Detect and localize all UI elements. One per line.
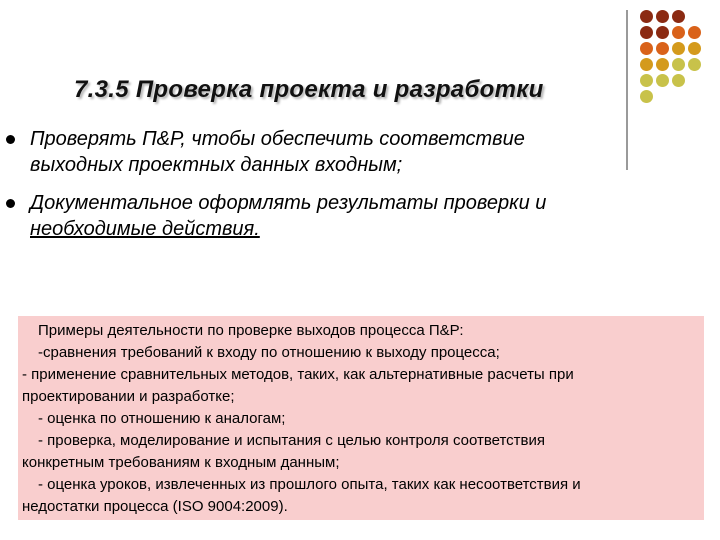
decorative-dot: [640, 58, 653, 71]
note-line: -сравнения требований к входу по отношению к выходу процесса;: [38, 344, 500, 361]
decorative-dot: [672, 42, 685, 55]
bullet-line: Документальное оформлять результаты проверки и: [30, 192, 547, 214]
bullet-line: Проверять П&Р, чтобы обеспечить соответствие: [30, 128, 525, 150]
note-line: недостатки процесса (ISO 9004:2009).: [22, 498, 288, 515]
decorative-dot: [656, 58, 669, 71]
note-line: конкретным требованиям к входным данным;: [22, 454, 340, 471]
bullet-line: необходимые действия.: [30, 218, 260, 240]
decorative-dot: [688, 42, 701, 55]
bullet-item-verify: [30, 126, 680, 178]
decorative-dot: [688, 58, 701, 71]
decorative-dot: [640, 42, 653, 55]
decorative-dot: [672, 26, 685, 39]
decorative-dot: [672, 10, 685, 23]
decorative-dot: [656, 74, 669, 87]
note-line: Примеры деятельности по проверке выходов процесса П&Р:: [38, 322, 464, 339]
decorative-dot: [656, 26, 669, 39]
note-line: - проверка, моделирование и испытания с целью контроля соответствия: [38, 432, 546, 449]
decorative-dot: [656, 42, 669, 55]
decorative-dot: [672, 58, 685, 71]
decorative-dot: [640, 26, 653, 39]
decorative-dot: [672, 74, 685, 87]
decorative-dot: [640, 74, 653, 87]
note-line: проектировании и разработке;: [22, 388, 235, 405]
note-line: - применение сравнительных методов, таких, как альтернативные расчеты при: [22, 366, 574, 383]
decorative-dot: [688, 26, 701, 39]
bullet-item-document: [30, 190, 680, 242]
note-line: - оценка уроков, извлеченных из прошлого опыта, таких как несоответствия и: [38, 476, 581, 493]
note-line: - оценка по отношению к аналогам;: [38, 410, 286, 427]
slide-title: 7.3.5 Проверка проекта и разработки: [74, 76, 544, 103]
decorative-dot: [656, 10, 669, 23]
examples-note-box: [18, 316, 704, 520]
decorative-dot: [640, 10, 653, 23]
bullet-dot-icon: [6, 135, 15, 144]
bullet-line: выходных проектных данных входным;: [30, 154, 403, 176]
decorative-dot: [640, 90, 653, 103]
bullet-dot-icon: [6, 199, 15, 208]
